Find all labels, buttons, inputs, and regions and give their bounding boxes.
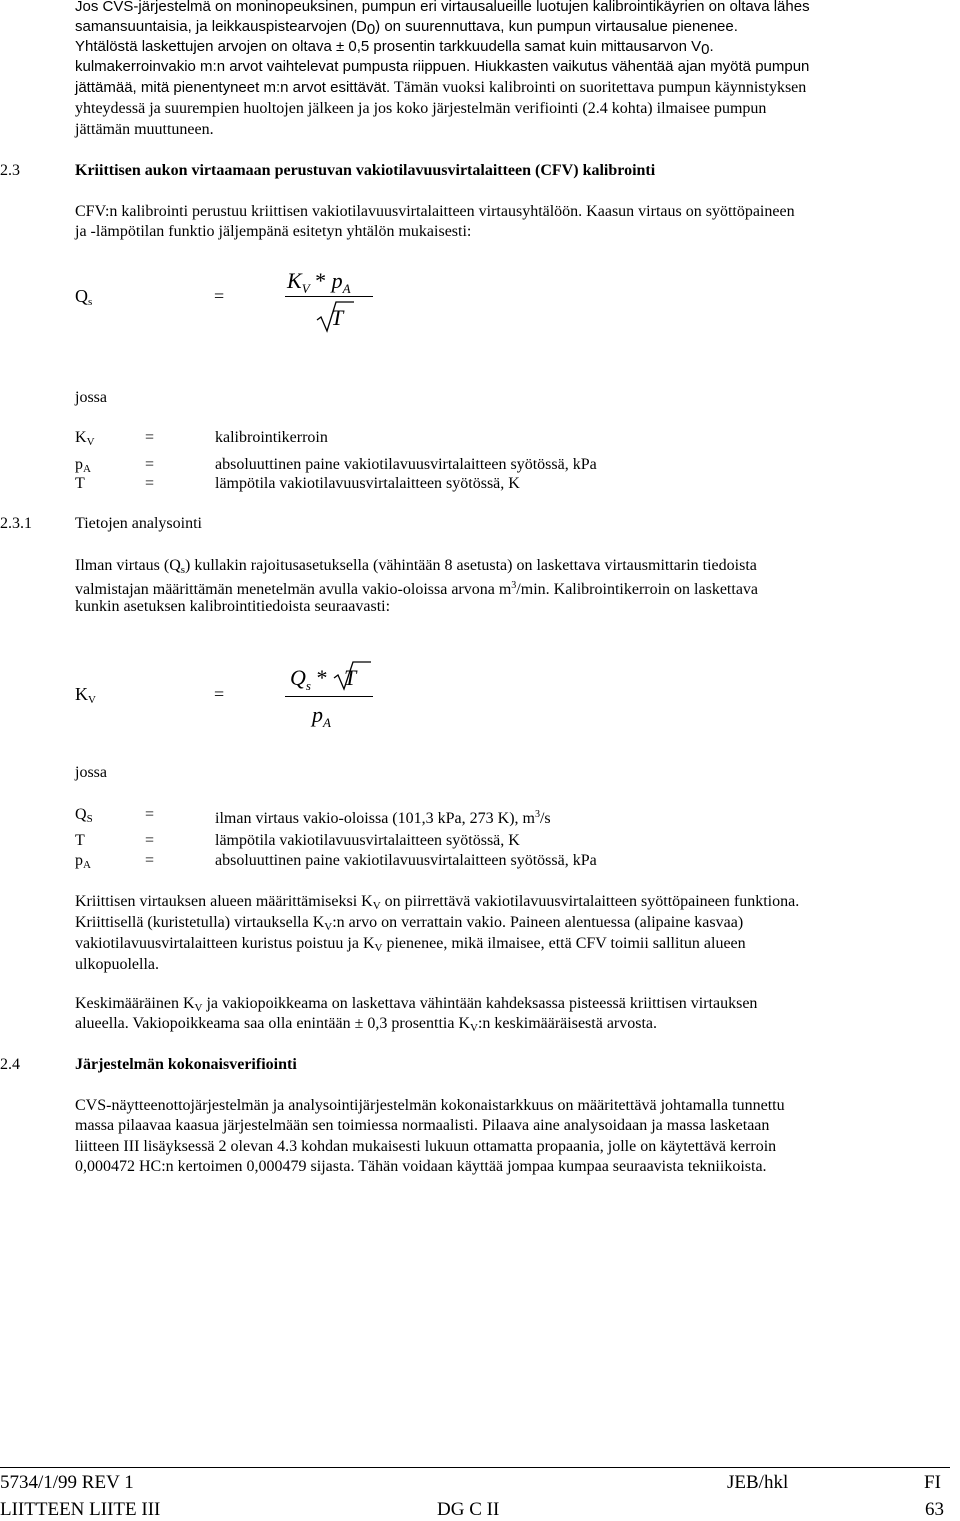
section-2-4-line-3: liitteen III lisäyksessä 2 olevan 4.3 kohdan mukaisesti lukuun ottamatta propaania, jolle on käytettävä kerroin [75,1138,777,1155]
eq2-lhs: $K_V$ [75,684,96,706]
top-para-line-2: samansuuntaisia, ja leikkauspistearvojen (D0) on suurennuttava, kun pumpun virtausalue pienenee. [75,18,738,38]
def-pa2-symbol: $p_A$ [75,852,91,871]
section-2-3-1-para-line-2: valmistajan määrittämän menetelmän avulla vakio-oloissa arvona $m^3/\min$. Kalibrointikerroin on laskettava [75,580,759,598]
footer-doc-ref: 5734/1/99 REV 1 [0,1472,134,1493]
section-2-3-1-number: 2.3.1 [0,515,32,532]
def-kv-text: kalibrointikerroin [215,429,328,446]
section-2-4-line-1: CVS-näytteenottojärjestelmän ja analysointijärjestelmän kokonaistarkkuus on määritettävä johtamalla tunnettu [75,1097,785,1114]
top-para-line-3: Yhtälöstä laskettujen arvojen on oltava ± 0,5 prosentin tarkkuudella samat kuin mittausarvon V0. [75,38,714,58]
def-t2-text: lämpötila vakiotilavuusvirtalaitteen syötössä, K [215,832,520,849]
eq2-denominator: $p_A$ [312,702,331,730]
critical-flow-line-1: Kriittisen virtauksen alueen määrittämiseksi $K_V$ on piirrettävä vakiotilavuusvirtalaitteen syöttöpaineen funktiona. [75,893,800,912]
critical-flow-line-3: vakiotilavuusvirtalaitteen kuristus poistuu ja $K_V$ pienenee, mikä ilmaisee, että CFV toimii sallitun alueen [75,935,746,954]
section-2-4-line-2: massa pilaavaa kaasua järjestelmään sen toimiessa normaalisti. Pilaava aine analysoidaan ja massa lasketaan [75,1117,770,1134]
eq2-equals: = [214,684,225,704]
def-qs-symbol: $Q_S$ [75,806,93,825]
top-para-line-4: kulmakerroinvakio m:n arvot vaihtelevat pumpusta riippuen. Hiukkasten vaikutus vähentää ajan myötä pumpun [75,58,810,75]
section-2-3-number: 2.3 [0,162,20,179]
footer-initials: JEB/hkl [727,1472,789,1493]
footer-annex: LIITTEEN LIITE III [0,1499,161,1520]
def-pa-symbol: $p_A$ [75,456,91,475]
def-t2-symbol: T [75,832,85,849]
eq1-fraction-bar [285,296,373,297]
critical-flow-line-4: ulkopuolella. [75,956,159,973]
section-2-4-title: Järjestelmän kokonaisverifiointi [75,1056,297,1073]
eq2-fraction-bar [285,696,373,697]
eq2-numerator: $Q_s$ * T [290,665,357,693]
def-pa2-equals: = [145,852,155,869]
def-kv-symbol: $K_V$ [75,429,95,448]
top-para-line-5: jättämää, mitä pienentyneet m:n arvot esittävät. Tämän vuoksi kalibrointi on suoritettava pumpun käynnistyksen [75,79,807,96]
eq1-numerator: $K_V * p_A$ [287,268,351,296]
section-2-3-title: Kriittisen aukon virtaamaan perustuvan vakiotilavuusvirtalaitteen (CFV) kalibrointi [75,162,656,179]
def-kv-equals: = [145,429,155,446]
def-pa-text: absoluuttinen paine vakiotilavuusvirtalaitteen syötössä, kPa [215,456,597,473]
footer-lang: FI [924,1472,941,1493]
def-qs-equals: = [145,806,155,823]
def-t-equals: = [145,475,155,492]
mean-std-line-2: alueella. Vakiopoikkeama saa olla enintään ± 0,3 prosenttia $K_V:n$ keskimääräisestä arvosta. [75,1015,658,1034]
def-pa-equals: = [145,456,155,473]
def-t2-equals: = [145,832,155,849]
section-2-3-1-para-line-3: kunkin asetuksen kalibrointitiedoista seuraavasti: [75,598,391,615]
def-pa2-text: absoluuttinen paine vakiotilavuusvirtalaitteen syötössä, kPa [215,852,597,869]
section-2-3-intro-line-1: CFV:n kalibrointi perustuu kriittisen vakiotilavuusvirtalaitteen virtausyhtälöön. Kaasun virtaus on syöttöpaineen [75,203,795,220]
footer-rule [0,1467,950,1468]
section-2-3-jossa: jossa [75,389,107,406]
section-2-4-line-4: 0,000472 HC:n kertoimen 0,000479 sijasta. Tähän voidaan käyttää jompaa kumpaa seuraavista tekniikoista. [75,1158,767,1175]
def-t-symbol: T [75,475,85,492]
section-2-3-1-para-line-1: Ilman virtaus $(Q_s)$ kullakin rajoitusasetuksella (vähintään 8 asetusta) on laskettava virtausmittarin tiedoista [75,557,757,576]
top-para-line-7: jättämän muuttuneen. [75,121,214,138]
critical-flow-line-2: Kriittisellä (kuristetulla) virtauksella $K_V:n$ arvo on verrattain vakio. Paineen alentuessa (alipaine kasvaa) [75,914,744,933]
mean-std-line-1: Keskimääräinen $K_V$ ja vakiopoikkeama on laskettava vähintään kahdeksassa pisteessä kriittisen virtauksen [75,995,758,1014]
eq1-lhs: $Q_s$ [75,286,93,308]
footer-page-number: 63 [925,1499,944,1520]
top-para-line-6: yhteydessä ja suurempien huoltojen jälkeen ja jos koko järjestelmän verifiointi (2.4 kohta) ilmaisee pumpun [75,100,767,117]
section-2-3-intro-line-2: ja -lämpötilan funktio jäljempänä esitetyn yhtälön mukaisesti: [75,223,472,240]
def-t-text: lämpötila vakiotilavuusvirtalaitteen syötössä, K [215,475,520,492]
section-2-4-number: 2.4 [0,1056,20,1073]
section-2-3-1-title: Tietojen analysointi [75,515,202,532]
eq1-denominator: T [331,305,344,330]
eq2-sqrt-sign [333,660,373,692]
footer-dg: DG C II [437,1499,500,1520]
section-2-3-1-jossa: jossa [75,764,107,781]
eq1-equals: = [214,286,225,306]
top-para-line-1: Jos CVS-järjestelmä on moninopeuksinen, pumpun eri virtausalueille luotujen kalibrointikäyrien on oltava lähes [75,0,810,15]
def-qs-text: ilman virtaus vakio-oloissa (101,3 kPa, 273 K), $m^3/s$ [215,809,551,827]
